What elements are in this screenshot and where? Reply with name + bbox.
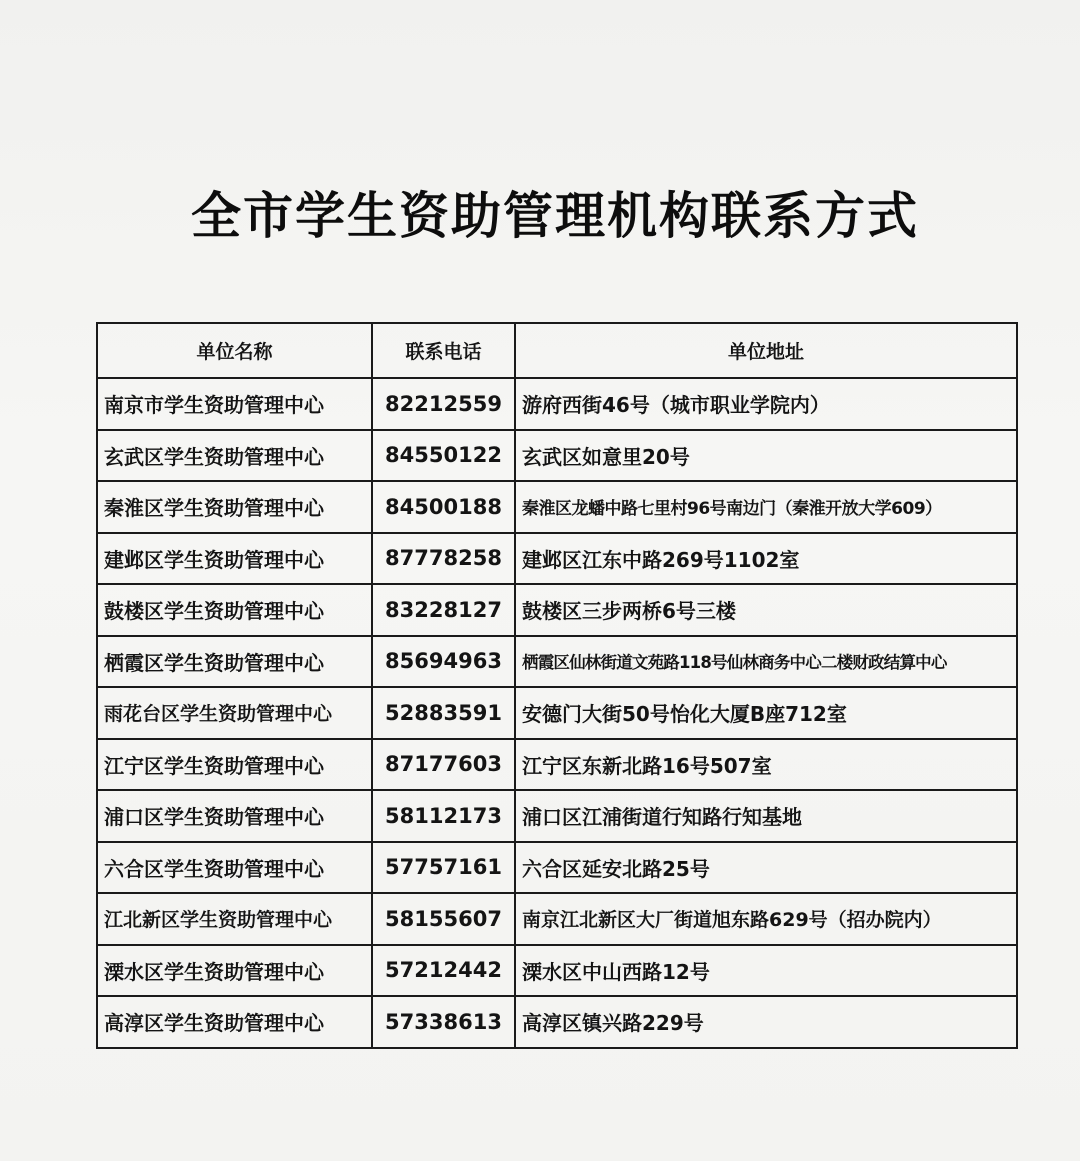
table-row: [97, 687, 1017, 739]
header-address: 单位地址: [515, 323, 1017, 378]
table-row: [97, 739, 1017, 791]
page-title: 全市学生资助管理机构联系方式: [191, 187, 919, 245]
phone-cell: 52883591: [372, 687, 515, 739]
address-cell: 建邺区江东中路269号1102室: [515, 533, 1017, 585]
table-header-row: [97, 323, 1017, 378]
contact-table: [96, 322, 1018, 1049]
table-row: [97, 533, 1017, 585]
address-cell: 六合区延安北路25号: [515, 842, 1017, 894]
table-row: [97, 996, 1017, 1048]
unit-name-cell: 雨花台区学生资助管理中心: [97, 687, 372, 739]
unit-name-cell: 南京市学生资助管理中心: [97, 378, 372, 430]
table-row: [97, 945, 1017, 997]
phone-cell: 87177603: [372, 739, 515, 791]
address-cell: 游府西街46号（城市职业学院内）: [515, 378, 1017, 430]
phone-cell: 57212442: [372, 945, 515, 997]
address-cell: 高淳区镇兴路229号: [515, 996, 1017, 1048]
table-row: [97, 584, 1017, 636]
table-row: [97, 430, 1017, 482]
unit-name-cell: 建邺区学生资助管理中心: [97, 533, 372, 585]
table-row: [97, 378, 1017, 430]
header-phone: 联系电话: [372, 323, 515, 378]
address-cell: 南京江北新区大厂街道旭东路629号（招办院内）: [515, 893, 1017, 945]
address-cell: 溧水区中山西路12号: [515, 945, 1017, 997]
phone-cell: 84500188: [372, 481, 515, 533]
address-cell: 栖霞区仙林街道文苑路118号仙林商务中心二楼财政结算中心: [515, 636, 1017, 688]
address-cell: 秦淮区龙蟠中路七里村96号南边门（秦淮开放大学609）: [515, 481, 1017, 533]
table-row: [97, 842, 1017, 894]
phone-cell: 83228127: [372, 584, 515, 636]
unit-name-cell: 江北新区学生资助管理中心: [97, 893, 372, 945]
table-row: [97, 636, 1017, 688]
header-unit-name: 单位名称: [97, 323, 372, 378]
unit-name-cell: 栖霞区学生资助管理中心: [97, 636, 372, 688]
unit-name-cell: 溧水区学生资助管理中心: [97, 945, 372, 997]
unit-name-cell: 浦口区学生资助管理中心: [97, 790, 372, 842]
unit-name-cell: 玄武区学生资助管理中心: [97, 430, 372, 482]
unit-name-cell: 江宁区学生资助管理中心: [97, 739, 372, 791]
address-cell: 鼓楼区三步两桥6号三楼: [515, 584, 1017, 636]
address-cell: 浦口区江浦街道行知路行知基地: [515, 790, 1017, 842]
phone-cell: 84550122: [372, 430, 515, 482]
address-cell: 玄武区如意里20号: [515, 430, 1017, 482]
phone-cell: 85694963: [372, 636, 515, 688]
phone-cell: 57338613: [372, 996, 515, 1048]
phone-cell: 87778258: [372, 533, 515, 585]
phone-cell: 82212559: [372, 378, 515, 430]
unit-name-cell: 高淳区学生资助管理中心: [97, 996, 372, 1048]
table-row: [97, 481, 1017, 533]
table-row: [97, 893, 1017, 945]
address-cell: 安德门大街50号怡化大厦B座712室: [515, 687, 1017, 739]
phone-cell: 58112173: [372, 790, 515, 842]
table-row: [97, 790, 1017, 842]
address-cell: 江宁区东新北路16号507室: [515, 739, 1017, 791]
phone-cell: 57757161: [372, 842, 515, 894]
unit-name-cell: 秦淮区学生资助管理中心: [97, 481, 372, 533]
phone-cell: 58155607: [372, 893, 515, 945]
unit-name-cell: 鼓楼区学生资助管理中心: [97, 584, 372, 636]
unit-name-cell: 六合区学生资助管理中心: [97, 842, 372, 894]
